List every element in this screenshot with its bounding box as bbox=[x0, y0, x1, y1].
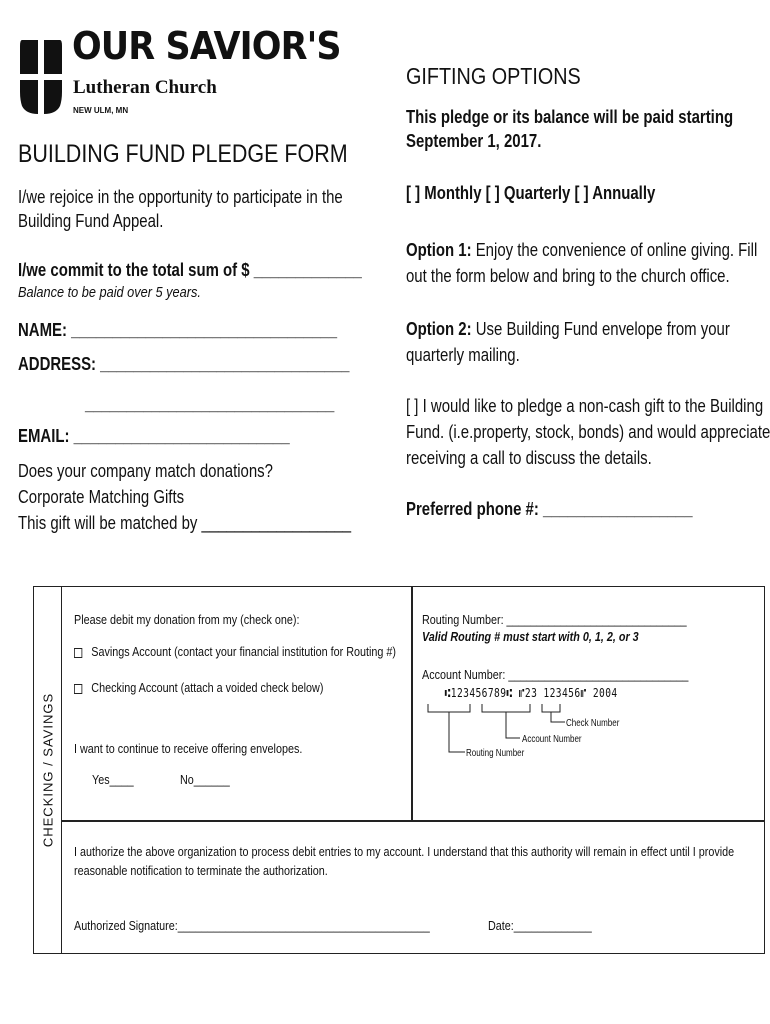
savings-checkbox[interactable] bbox=[74, 648, 82, 658]
debit-box bbox=[33, 586, 765, 954]
noncash-line3: receiving a call to discuss the details. bbox=[406, 448, 652, 468]
account-number-caption: Account Number bbox=[522, 734, 582, 745]
start-date-line1: This pledge or its balance will be paid starting bbox=[406, 107, 734, 127]
routing-note: Valid Routing # must start with 0, 1, 2, or 3 bbox=[422, 629, 639, 644]
checking-checkbox[interactable] bbox=[74, 684, 82, 694]
option2-text: Use Building Fund envelope from your bbox=[471, 319, 730, 339]
routing-number-field[interactable]: Routing Number: ______________________________ bbox=[422, 612, 687, 627]
church-logo-icon bbox=[18, 36, 64, 118]
envelopes-question: I want to continue to receive offering envelopes. bbox=[74, 741, 303, 756]
balance-note: Balance to be paid over 5 years. bbox=[18, 284, 201, 301]
gifting-options-title: GIFTING OPTIONS bbox=[406, 63, 581, 89]
envelopes-yes[interactable]: Yes____ bbox=[92, 772, 134, 787]
option2-line2: quarterly mailing. bbox=[406, 345, 520, 365]
checking-savings-label: CHECKING / SAVINGS bbox=[40, 692, 56, 848]
option2-line1 bbox=[406, 316, 730, 342]
match-by-field[interactable]: This gift will be matched by __________________ bbox=[18, 513, 352, 533]
intro-text-line1: I/we rejoice in the opportunity to participate in the bbox=[18, 187, 343, 207]
savings-label: Savings Account (contact your financial institution for Routing #) bbox=[91, 644, 396, 659]
option1-line2: out the form below and bring to the church office. bbox=[406, 266, 730, 286]
authorization-line1: I authorize the above organization to process debit entries to my account. I understand that this authority will remain in effect until I provide bbox=[74, 844, 735, 859]
envelopes-no[interactable]: No______ bbox=[180, 772, 230, 787]
match-corporate: Corporate Matching Gifts bbox=[18, 487, 185, 507]
debit-horizontal-divider bbox=[62, 820, 765, 822]
match-question: Does your company match donations? bbox=[18, 461, 273, 481]
option2-label: Option 2: bbox=[406, 319, 472, 339]
option1-text: Enjoy the convenience of online giving. Fill bbox=[471, 240, 758, 260]
debit-vertical-divider bbox=[411, 586, 413, 820]
savings-option[interactable] bbox=[74, 643, 396, 661]
name-field[interactable]: NAME: ________________________________ bbox=[18, 320, 338, 340]
frequency-options[interactable]: [ ] Monthly [ ] Quarterly [ ] Annually bbox=[406, 183, 656, 203]
checking-option[interactable] bbox=[74, 679, 323, 697]
address-field[interactable]: ADDRESS: ______________________________ bbox=[18, 354, 350, 374]
address-field-line2[interactable]: ______________________________ bbox=[85, 394, 335, 414]
debit-prompt: Please debit my donation from my (check one): bbox=[74, 612, 300, 627]
start-date-line2: September 1, 2017. bbox=[406, 131, 542, 151]
email-field[interactable]: EMAIL: __________________________ bbox=[18, 426, 290, 446]
intro-text-line2: Building Fund Appeal. bbox=[18, 211, 164, 231]
form-title: BUILDING FUND PLEDGE FORM bbox=[18, 140, 348, 168]
noncash-gift-checkbox[interactable]: [ ] I would like to pledge a non-cash gift to the Building bbox=[406, 396, 764, 416]
option1-label: Option 1: bbox=[406, 240, 472, 260]
phone-field[interactable]: Preferred phone #: __________________ bbox=[406, 499, 693, 519]
routing-number-caption: Routing Number bbox=[466, 748, 525, 759]
checking-label: Checking Account (attach a voided check below) bbox=[91, 680, 324, 695]
church-location: NEW ULM, MN bbox=[73, 106, 129, 115]
authorization-line2: reasonable notification to terminate the authorization. bbox=[74, 863, 328, 878]
commit-amount-field[interactable]: I/we commit to the total sum of $ _____________ bbox=[18, 260, 362, 280]
option1-line1 bbox=[406, 237, 757, 263]
check-micr-sample: ⑆123456789⑆ ⑈23 123456⑈ 2004 bbox=[444, 686, 618, 700]
account-number-field[interactable]: Account Number: ______________________________ bbox=[422, 667, 689, 682]
check-number-caption: Check Number bbox=[566, 718, 620, 729]
noncash-line2: Fund. (i.e.property, stock, bonds) and would appreciate bbox=[406, 422, 770, 442]
date-field[interactable]: Date:_____________ bbox=[488, 918, 592, 933]
church-name: OUR SAVIOR'S bbox=[72, 24, 341, 68]
church-subtitle: Lutheran Church bbox=[73, 77, 217, 98]
signature-field[interactable]: Authorized Signature:__________________________________________ bbox=[74, 918, 430, 933]
